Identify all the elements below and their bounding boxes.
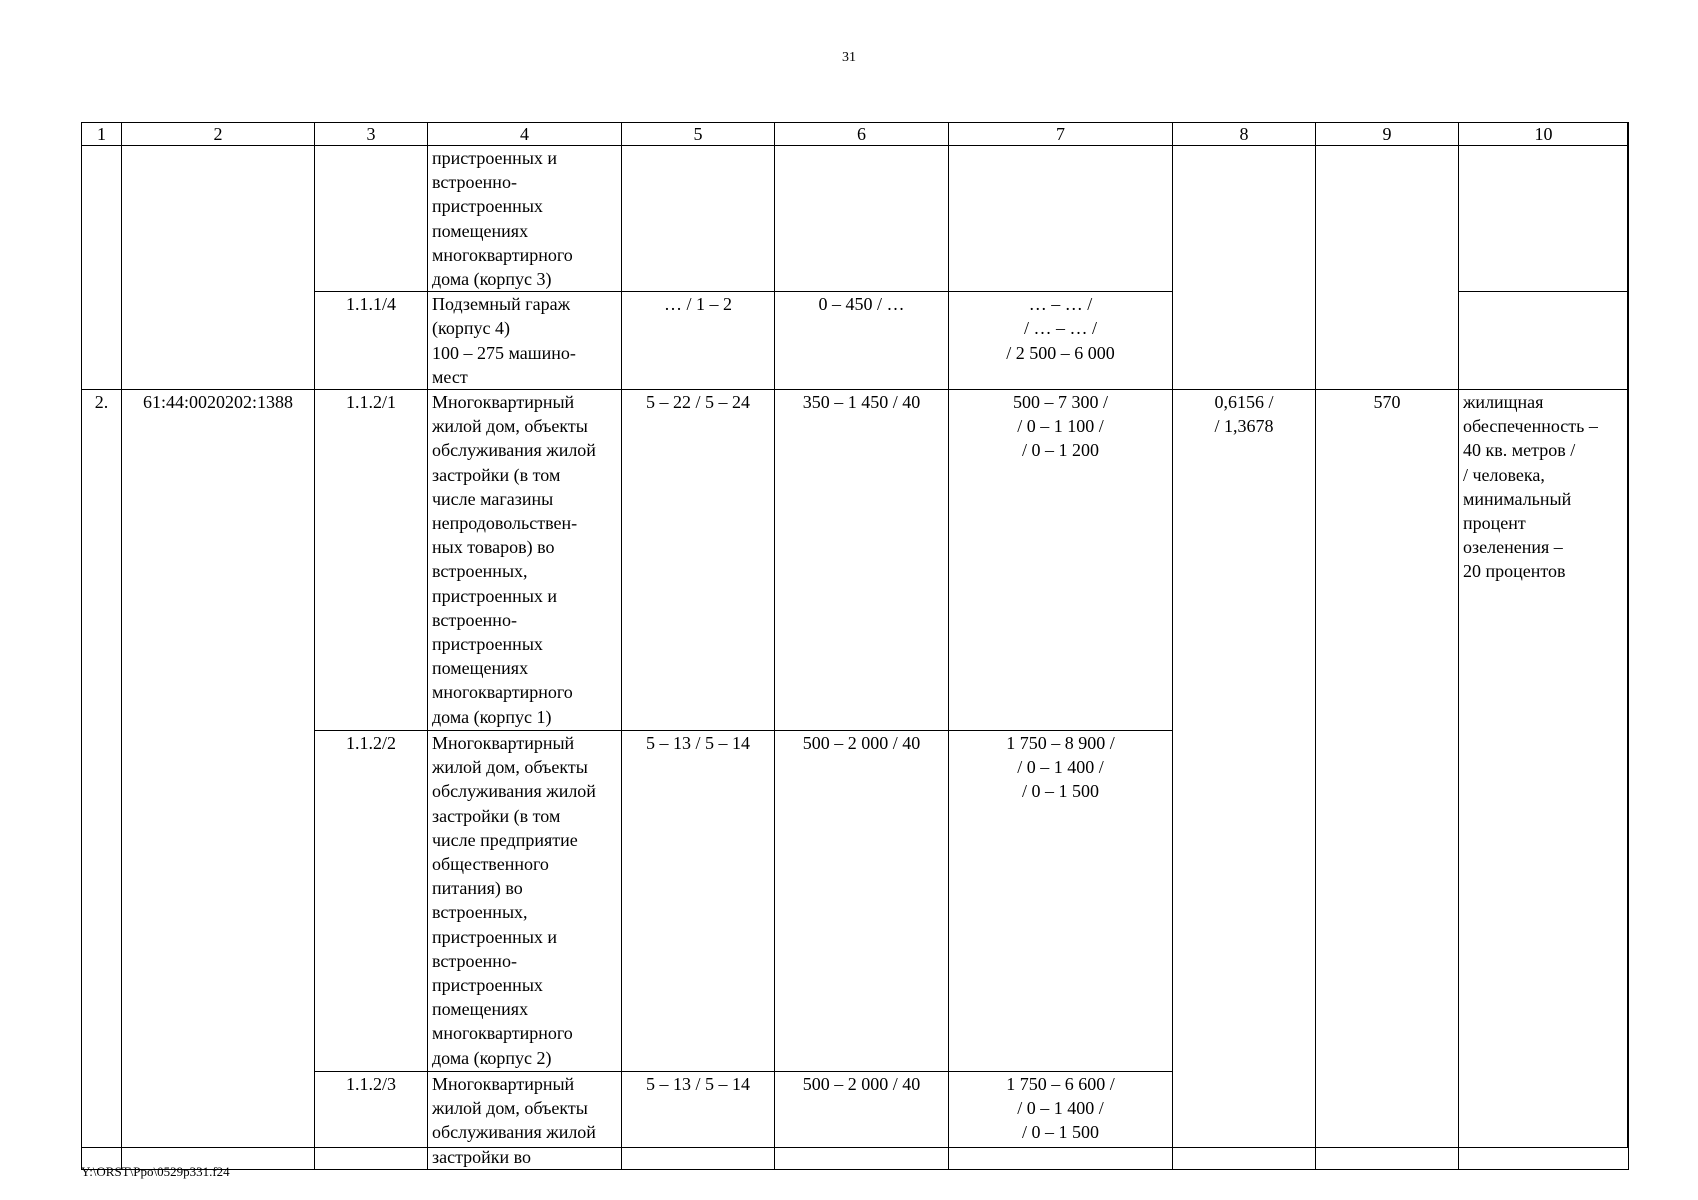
object-description-cell: Подземный гараж (корпус 4) 100 – 275 машино- мест	[428, 292, 622, 390]
column-header: 2	[122, 123, 315, 146]
column-header: 5	[622, 123, 775, 146]
object-code-cell: 1.1.1/4	[315, 292, 428, 390]
floors-cell	[622, 146, 775, 292]
page-number: 31	[842, 50, 856, 65]
table-row	[82, 146, 1629, 292]
column-header: 7	[949, 123, 1173, 146]
count-cell	[1316, 146, 1459, 390]
column-header: 1	[82, 123, 122, 146]
notes-cell: жилищная обеспеченность – 40 кв. метров / / человека, минимальный процент озеленения – 20 процентов	[1459, 390, 1629, 1170]
coefficient-cell	[1173, 146, 1316, 390]
object-description-cell: Многоквартирный жилой дом, объекты обслуживания жилой застройки (в том числе магазины непродовольствен- ных товаров) во встроенных, пристроенных и встроенно- пристроенных помещениях многоквартирного дома (корпус 1)	[428, 390, 622, 731]
object-code-cell: 1.1.2/1	[315, 390, 428, 731]
object-code-cell	[315, 146, 428, 292]
coefficient-cell: 0,6156 / / 1,3678	[1173, 390, 1316, 1170]
count-cell: 570	[1316, 390, 1459, 1170]
table-header-row	[82, 123, 1629, 146]
row-number-cell	[82, 146, 122, 390]
cadastral-number-cell	[122, 146, 315, 390]
column-header: 3	[315, 123, 428, 146]
parameters-cell: … – … / / … – … / / 2 500 – 6 000	[949, 292, 1173, 390]
area-cell: 350 – 1 450 / 40	[775, 390, 949, 731]
parameters-cell: 500 – 7 300 / / 0 – 1 100 / / 0 – 1 200	[949, 390, 1173, 731]
area-cell	[775, 146, 949, 292]
floors-cell: 5 – 13 / 5 – 14	[622, 1072, 775, 1170]
column-header: 10	[1459, 123, 1629, 146]
area-cell: 500 – 2 000 / 40	[775, 731, 949, 1072]
data-table	[81, 122, 1629, 1170]
area-cell: 500 – 2 000 / 40	[775, 1072, 949, 1170]
column-header: 8	[1173, 123, 1316, 146]
object-description-cell: пристроенных и встроенно- пристроенных помещениях многоквартирного дома (корпус 3)	[428, 146, 622, 292]
object-description-cell: Многоквартирный жилой дом, объекты обслуживания жилой застройки (в том числе предприятие общественного питания) во встроенных, пристроенных и встроенно- пристроенных помещениях многоквартирного дома (корпус 2)	[428, 731, 622, 1072]
notes-cell	[1459, 146, 1629, 292]
object-code-cell: 1.1.2/2	[315, 731, 428, 1072]
footer-file-path: Y:\ORST\Ppo\0529p331.f24	[81, 1164, 230, 1179]
column-header: 9	[1316, 123, 1459, 146]
column-header: 4	[428, 123, 622, 146]
floors-cell: … / 1 – 2	[622, 292, 775, 390]
parameters-cell: 1 750 – 6 600 / / 0 – 1 400 / / 0 – 1 500	[949, 1072, 1173, 1170]
parameters-cell	[949, 146, 1173, 292]
object-description-cell: Многоквартирный жилой дом, объекты обслуживания жилой застройки во	[428, 1072, 622, 1170]
floors-cell: 5 – 22 / 5 – 24	[622, 390, 775, 731]
floors-cell: 5 – 13 / 5 – 14	[622, 731, 775, 1072]
area-cell: 0 – 450 / …	[775, 292, 949, 390]
parameters-cell: 1 750 – 8 900 / / 0 – 1 400 / / 0 – 1 500	[949, 731, 1173, 1072]
object-code-cell: 1.1.2/3	[315, 1072, 428, 1170]
row-number-cell: 2.	[82, 390, 122, 1170]
column-header: 6	[775, 123, 949, 146]
notes-cell	[1459, 292, 1629, 390]
cadastral-number-cell: 61:44:0020202:1388	[122, 390, 315, 1170]
table-row	[82, 390, 1629, 731]
